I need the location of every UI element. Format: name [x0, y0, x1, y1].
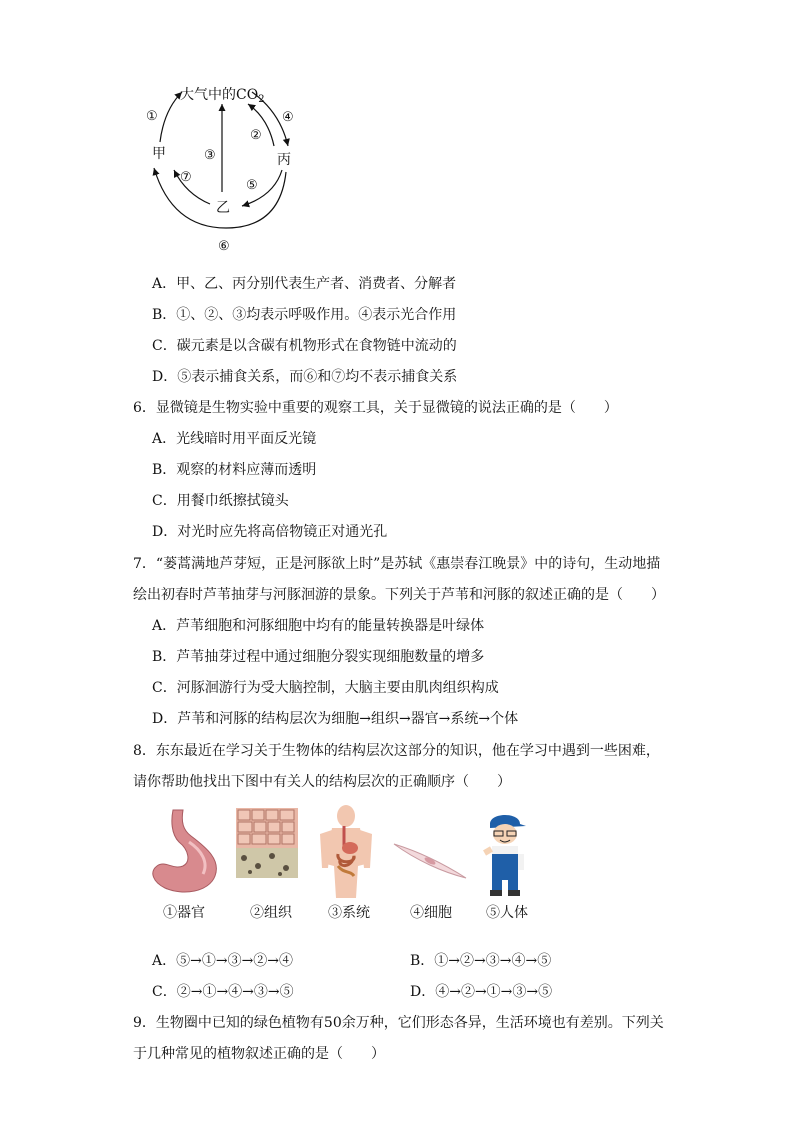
q8-stem-line2: 请你帮助他找出下图中有关人的结构层次的正确顺序（ ） — [133, 774, 511, 790]
q9-stem-line2: 于几种常见的植物叙述正确的是（ ） — [133, 1046, 385, 1062]
q6-option-a: A．光线暗时用平面反光镜 — [152, 431, 317, 447]
caption-system: ③系统 — [328, 905, 370, 921]
q7-stem-line1: 7．“蒌蒿满地芦芽短，正是河豚欲上时”是苏轼《惠崇春江晚景》中的诗句，生动地描 — [133, 556, 661, 572]
node-jia: 甲 — [152, 146, 166, 162]
q6-stem: 6．显微镜是生物实验中重要的观察工具，关于显微镜的说法正确的是（ ） — [133, 400, 618, 416]
q7-option-d: D．芦苇和河豚的结构层次为细胞→组织→器官→系统→个体 — [152, 711, 519, 727]
q5-option-a: A．甲、乙、丙分别代表生产者、消费者、分解者 — [152, 276, 457, 292]
q9-stem-line1: 9．生物圈中已知的绿色植物有50余万种，它们形态各异，生活环境也有差别。下列关 — [133, 1015, 664, 1031]
tissue-image — [236, 808, 298, 878]
caption-organ: ①器官 — [163, 905, 205, 921]
q8-option-a: A．⑤→①→③→②→④ — [152, 953, 294, 969]
cell-image — [392, 838, 468, 882]
q7-option-b: B．芦苇抽芽过程中通过细胞分裂实现细胞数量的增多 — [152, 649, 485, 665]
node-bing: 丙 — [277, 152, 291, 168]
label-2: ② — [250, 128, 262, 143]
q8-stem-line1: 8．东东最近在学习关于生物体的结构层次这部分的知识，他在学习中遇到一些困难， — [133, 743, 660, 759]
label-3: ③ — [204, 148, 216, 163]
carbon-cycle-diagram — [130, 78, 330, 258]
q6-option-d: D．对光时应先将高倍物镜正对通光孔 — [152, 524, 388, 540]
q7-option-a: A．芦苇细胞和河豚细胞中均有的能量转换器是叶绿体 — [152, 618, 485, 634]
q5-option-d: D．⑤表示捕食关系，而⑥和⑦均不表示捕食关系 — [152, 369, 458, 385]
q8-option-d: D．④→②→①→③→⑤ — [410, 984, 553, 1000]
arrow-1 — [160, 92, 182, 142]
person-image — [480, 810, 530, 904]
q5-option-b: B．①、②、③均表示呼吸作用。④表示光合作用 — [152, 307, 457, 323]
stomach-image — [143, 808, 229, 898]
label-1: ① — [146, 109, 158, 124]
q8-option-c: C．②→①→④→③→⑤ — [152, 984, 294, 1000]
q5-option-c: C．碳元素是以含碳有机物形式在食物链中流动的 — [152, 338, 457, 354]
q8-option-b: B．①→②→③→④→⑤ — [410, 953, 552, 969]
q6-option-c: C．用餐巾纸擦拭镜头 — [152, 493, 289, 509]
caption-tissue: ②组织 — [250, 905, 292, 921]
caption-cell: ④细胞 — [410, 905, 452, 921]
q7-option-c: C．河豚洄游行为受大脑控制，大脑主要由肌肉组织构成 — [152, 680, 499, 696]
node-yi: 乙 — [216, 200, 230, 216]
co2-label: 大气中的$CO_2$ — [180, 87, 265, 105]
arrow-6 — [154, 168, 286, 228]
label-5: ⑤ — [246, 178, 258, 193]
human-system-image — [314, 804, 378, 900]
label-6: ⑥ — [218, 239, 230, 254]
q7-stem-line2: 绘出初春时芦苇抽芽与河豚洄游的景象。下列关于芦苇和河豚的叙述正确的是（ ） — [133, 587, 665, 603]
label-4: ④ — [282, 110, 294, 125]
q6-option-b: B．观察的材料应薄而透明 — [152, 462, 317, 478]
label-7: ⑦ — [180, 170, 192, 185]
caption-human: ⑤人体 — [486, 905, 528, 921]
